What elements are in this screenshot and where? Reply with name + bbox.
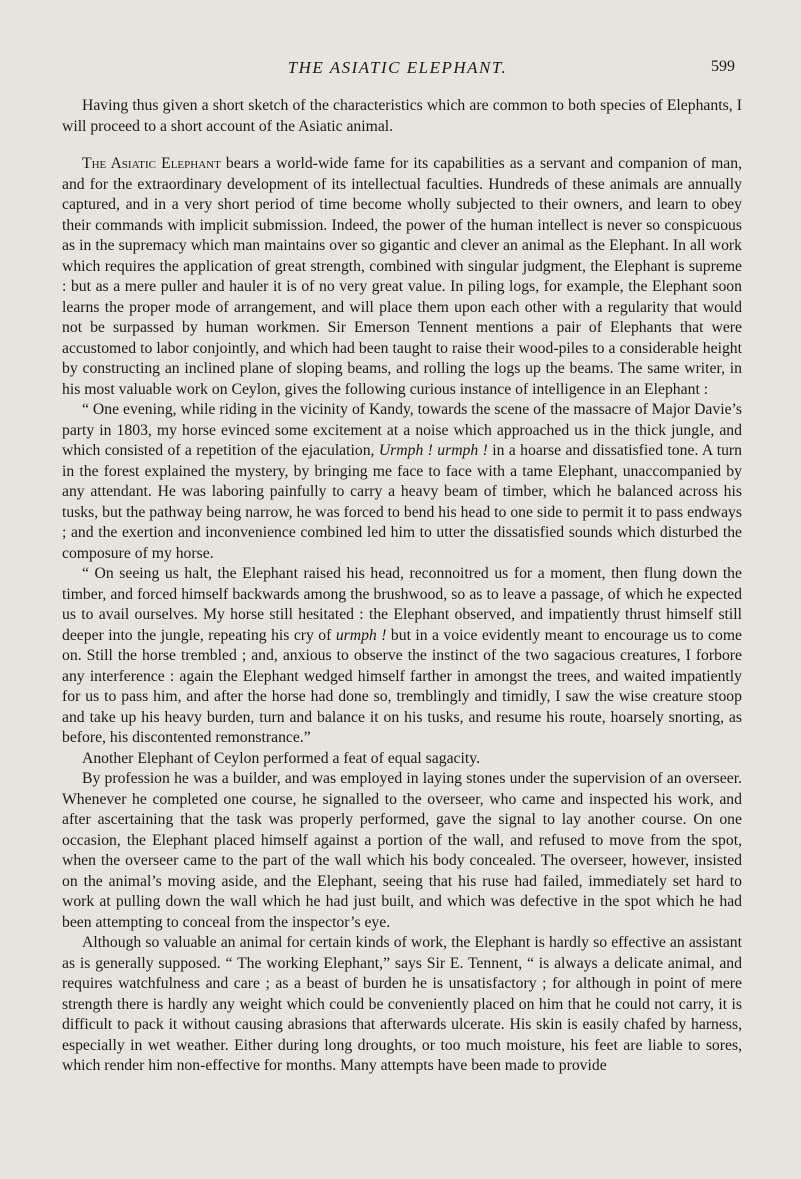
page-number: 599 [711, 58, 735, 75]
italic-exclamation: urmph ! [335, 626, 387, 644]
paragraph-intro: Having thus given a short sketch of the characteristics which are common to both species of Elephants, I will proceed to a short account of the Asiatic animal. [62, 97, 742, 135]
page-header [60, 58, 735, 82]
paragraph-quote-halt [62, 564, 742, 749]
paragraph-text: in a hoarse and dissatisfied tone. A turn in the forest explained the mystery, by bringing me face to face with a tame Elephant, unaccompanied by any attendant. He was laboring painfully to carry a heavy beam of timber, which he balanced across his tusks, but the pathway being narrow, he was forced to bend his head to one side to permit it to pass endways ; and the exertion and inconvenience combined led him to utter the dissatisfied sounds which disturbed the composure of my horse. [62, 442, 742, 562]
paragraph-text: bears a world-wide fame for its capabilities as a servant and companion of man, and for the extraordinary development of its intellectual faculties. Hundreds of these animals are annually captured, and in a very short period of time become wholly subjected to their owners, and learn to obey their commands with implicit submission. Indeed, the power of the human intellect is never so conspicuous as in the supremacy which man maintains over so gigantic and clever an animal as the Elephant. In all work which requires the application of great strength, combined with singular judgment, the Elephant is supreme : but as a mere puller and hauler it is of no very great value. In piling logs, for example, the Elephant soon learns the proper mode of arrangement, and will place them upon each other with a regularity that would not be surpassed by human workmen. Sir Emerson Tennent mentions a pair of Elephants that were accustomed to labor conjointly, and which had been taught to raise their wood-piles to a considerable height by constructing an inclined plane of sloping beams, and rolling the logs up the beams. The same writer, in his most valuable work on Ceylon, gives the following curious instance of intelligence in an Elephant : [62, 155, 743, 398]
paragraph-asiatic-elephant [62, 154, 742, 400]
paragraph-another-elephant: Another Elephant of Ceylon performed a feat of equal sagacity. [82, 749, 480, 767]
paragraph-lead-smallcaps: The Asiatic Elephant [82, 155, 221, 172]
running-title: THE ASIATIC ELEPHANT. [287, 58, 508, 77]
body-text [62, 96, 742, 1077]
paragraph-quote-evening [62, 400, 742, 564]
italic-exclamation: Urmph ! urmph ! [378, 442, 488, 459]
paragraph-text: but in a voice evidently meant to encourage us to come on. Still the horse trembled ; and, anxious to observe the instinct of the two sagacious creatures, I forbore any interference : again the Elephant wedged himself farther in amongst the trees, and waited impatiently for us to pass him, and after the horse had done so, tremblingly and timidly, I saw the wise creature stoop and take up his heavy burden, turn and balance it on his tusks, and resume his route, hoarsely snorting, as before, his discontented remonstrance.” [62, 626, 742, 746]
paragraph-builder: By profession he was a builder, and was employed in laying stones under the supervision of an overseer. Whenever he completed one course, he signalled to the overseer, who came and inspected his work, and after ascertaining that the task was properly performed, gave the signal to lay another course. On one occasion, the Elephant placed himself against a portion of the wall, and refused to move from the spot, when the overseer came to the part of the wall which his body concealed. The overseer, however, insisted on the animal’s moving aside, and the Elephant, seeing that his ruse had failed, immediately set hard to work at pulling down the wall which he had just built, and which was defective in the spot which he had been attempting to conceal from the inspector’s eye. [62, 770, 742, 931]
paragraph-text: “ On seeing us halt, the Elephant raised his head, reconnoitred us for a moment, then flung down the timber, and forced himself backwards among the brushwood, so as to leave a passage, of which he expected us to avail ourselves. My horse still hesitated : the Elephant observed, and impatiently thrust himself still deeper into the jungle, repeating his cry of [62, 565, 742, 644]
paragraph-text: “ One evening, while riding in the vicinity of Kandy, towards the scene of the massacre of Major Davie’s party in 1803, my horse evinced some excitement at a noise which approached us in the thick jungle, and which consisted of a repetition of the ejaculation, [62, 401, 742, 459]
paragraph-working-elephant: Although so valuable an animal for certain kinds of work, the Elephant is hardly so effective an assistant as is generally supposed. “ The working Elephant,” says Sir E. Tennent, “ is always a delicate animal, and requires watchfulness and care ; as a beast of burden he is unsatisfactory ; for although in point of mere strength there is hardly any weight which could be conveniently placed on him that he could not carry, it is difficult to pack it without causing abrasions that afterwards ulcerate. His skin is easily chafed by harness, especially in wet weather. Either during long droughts, or too much moisture, his feet are liable to sores, which render him non-effective for months. Many attempts have been made to provide [62, 934, 742, 1074]
